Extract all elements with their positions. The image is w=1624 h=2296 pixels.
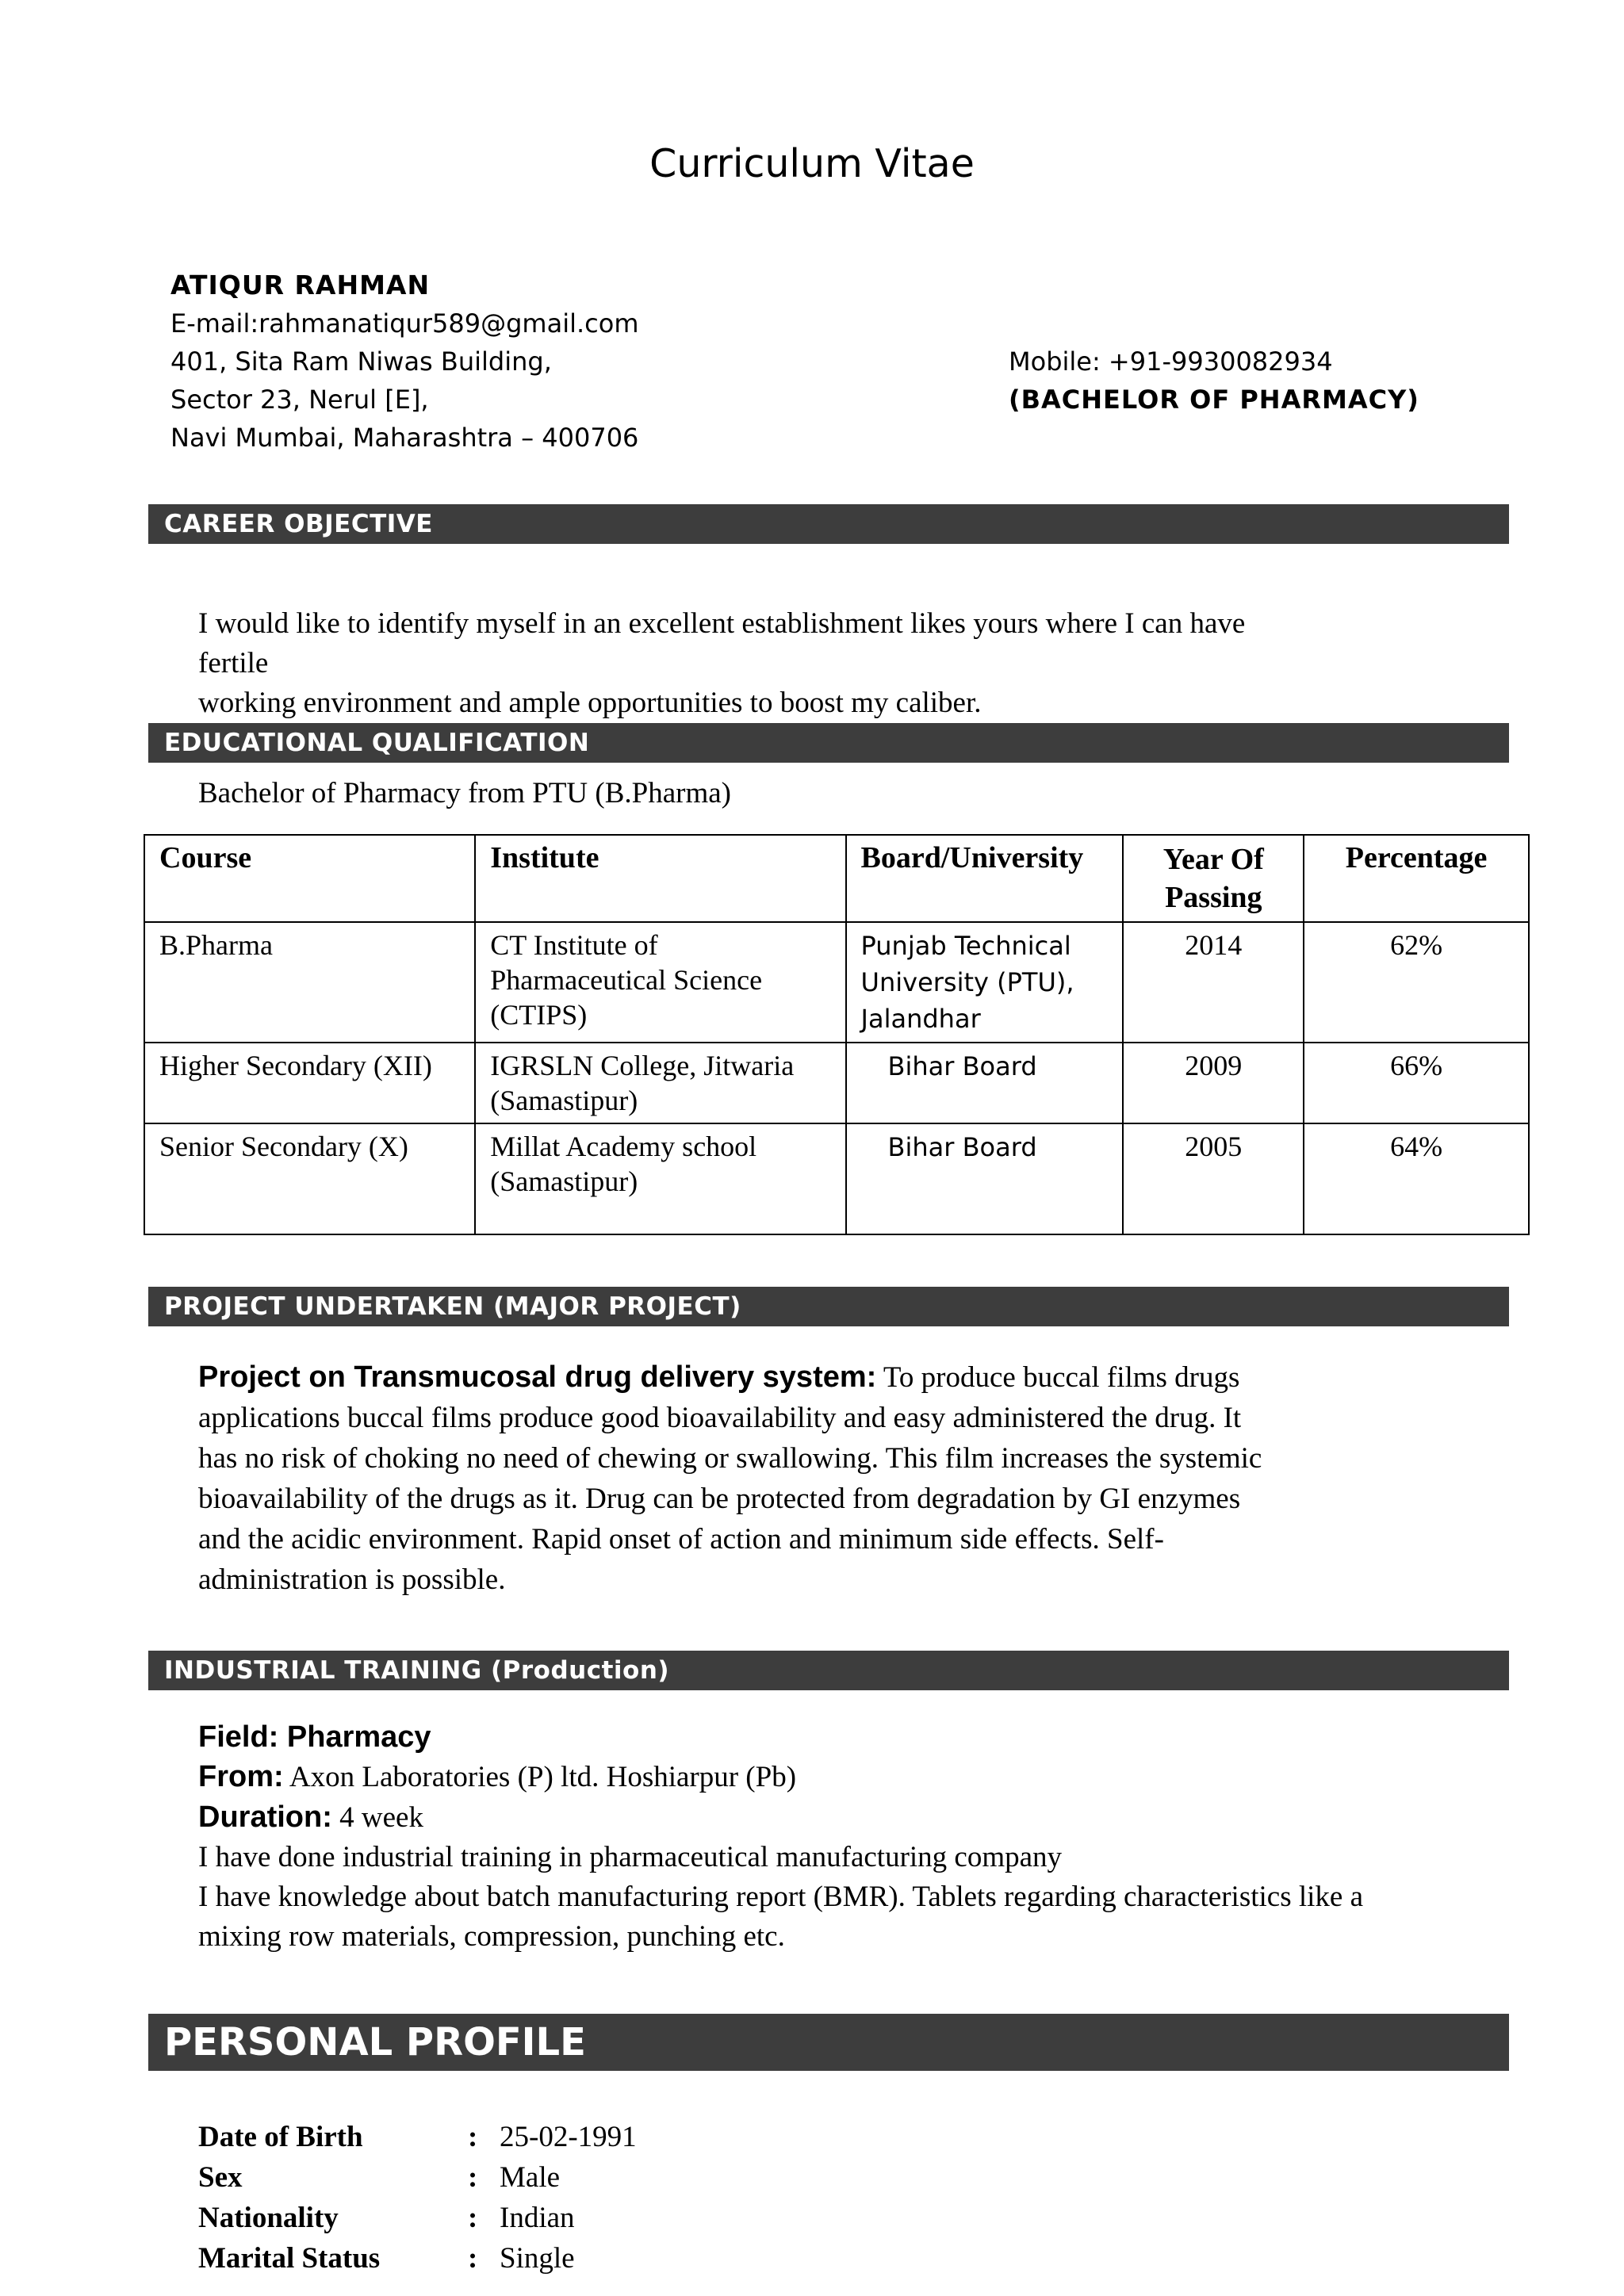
contact-right (1009, 342, 1419, 419)
personal-profile-list (198, 2117, 637, 2279)
list-item (198, 2198, 637, 2238)
header-percentage: Percentage (1304, 835, 1529, 922)
training-line-1: I have done industrial training in pharmaceutical manufacturing company (198, 1841, 1063, 1873)
profile-value: Male (500, 2161, 561, 2194)
email: E-mail:rahmanatiqur589@gmail.com (170, 308, 639, 339)
list-item (198, 2238, 637, 2279)
project-title: Project on Transmucosal drug delivery system: (198, 1360, 877, 1394)
cell-course: Senior Secondary (X) (144, 1123, 475, 1234)
document-title: Curriculum Vitae (649, 141, 975, 186)
career-objective-heading: CAREER OBJECTIVE (148, 504, 1509, 544)
training-field: Field: Pharmacy (198, 1720, 431, 1754)
project-text (198, 1357, 1308, 1600)
profile-label: Sex (198, 2161, 243, 2194)
profile-label: Marital Status (198, 2242, 381, 2275)
profile-colon: : (468, 2161, 478, 2194)
header-course: Course (144, 835, 475, 922)
profile-label: Date of Birth (198, 2121, 363, 2153)
career-objective-text (198, 604, 1308, 723)
contact-block (170, 266, 638, 457)
cell-course: B.Pharma (144, 922, 475, 1043)
profile-colon: : (468, 2121, 478, 2153)
profile-value: Single (500, 2242, 575, 2275)
cell-year: 2014 (1123, 922, 1304, 1043)
table-row (144, 1043, 1529, 1123)
cell-percentage: 62% (1304, 922, 1529, 1043)
cell-institute: Millat Academy school (Samastipur) (475, 1123, 845, 1234)
cell-year: 2005 (1123, 1123, 1304, 1234)
personal-profile-heading: PERSONAL PROFILE (148, 2014, 1509, 2071)
training-line-2: I have knowledge about batch manufacturing report (BMR). Tablets regarding characteristics like a (198, 1881, 1363, 1913)
mobile: Mobile: +91-9930082934 (1009, 346, 1333, 377)
list-item (198, 2157, 637, 2198)
education-table (144, 834, 1530, 1235)
training-text (198, 1717, 1363, 1957)
cell-year: 2009 (1123, 1043, 1304, 1123)
training-heading: INDUSTRIAL TRAINING (Production) (148, 1651, 1509, 1690)
cell-percentage: 64% (1304, 1123, 1529, 1234)
project-line-6: administration is possible. (198, 1563, 506, 1596)
candidate-name: ATIQUR RAHMAN (170, 270, 431, 300)
career-line-1: I would like to identify myself in an excellent establishment likes yours where I can have fertile (198, 607, 1246, 679)
training-line-3: mixing row materials, compression, punching etc. (198, 1920, 785, 1953)
cell-board: Bihar Board (846, 1123, 1124, 1234)
training-duration: Duration: 4 week (198, 1800, 423, 1834)
career-line-2: working environment and ample opportunities to boost my caliber. (198, 687, 982, 719)
cell-course: Higher Secondary (XII) (144, 1043, 475, 1123)
project-line-2: applications buccal films produce good bioavailability and easy administered the drug. It (198, 1402, 1242, 1434)
table-header-row (144, 835, 1529, 922)
table-row (144, 922, 1529, 1043)
degree: (BACHELOR OF PHARMACY) (1009, 385, 1419, 415)
profile-value: Indian (500, 2202, 575, 2234)
project-line-3: has no risk of choking no need of chewing or swallowing. This film increases the systemic (198, 1442, 1262, 1475)
profile-label: Nationality (198, 2202, 339, 2234)
education-intro: Bachelor of Pharmacy from PTU (B.Pharma) (198, 777, 731, 809)
education-heading: EDUCATIONAL QUALIFICATION (148, 723, 1509, 763)
cell-board: Bihar Board (846, 1043, 1124, 1123)
project-heading: PROJECT UNDERTAKEN (MAJOR PROJECT) (148, 1287, 1509, 1326)
table-row (144, 1123, 1529, 1234)
address-line-2: Sector 23, Nerul [E], (170, 385, 429, 415)
header-institute: Institute (475, 835, 845, 922)
cell-institute: CT Institute of Pharmaceutical Science (CTIPS) (475, 922, 845, 1043)
profile-colon: : (468, 2202, 478, 2234)
cell-institute: IGRSLN College, Jitwaria (Samastipur) (475, 1043, 845, 1123)
project-line-1: Project on Transmucosal drug delivery system: To produce buccal films drugs (198, 1360, 1240, 1394)
training-from: From: Axon Laboratories (P) ltd. Hoshiarpur (Pb) (198, 1760, 797, 1793)
header-year: Year Of Passing (1123, 835, 1304, 922)
cell-percentage: 66% (1304, 1043, 1529, 1123)
address-line-1: 401, Sita Ram Niwas Building, (170, 346, 552, 377)
list-item (198, 2117, 637, 2157)
project-line-5: and the acidic environment. Rapid onset of action and minimum side effects. Self- (198, 1523, 1164, 1556)
profile-value: 25-02-1991 (500, 2121, 637, 2153)
profile-colon: : (468, 2242, 478, 2275)
cell-board: Punjab Technical University (PTU), Jalandhar (846, 922, 1124, 1043)
header-board: Board/University (846, 835, 1124, 922)
project-line-4: bioavailability of the drugs as it. Drug can be protected from degradation by GI enzymes (198, 1483, 1241, 1515)
address-line-3: Navi Mumbai, Maharashtra – 400706 (170, 423, 639, 453)
